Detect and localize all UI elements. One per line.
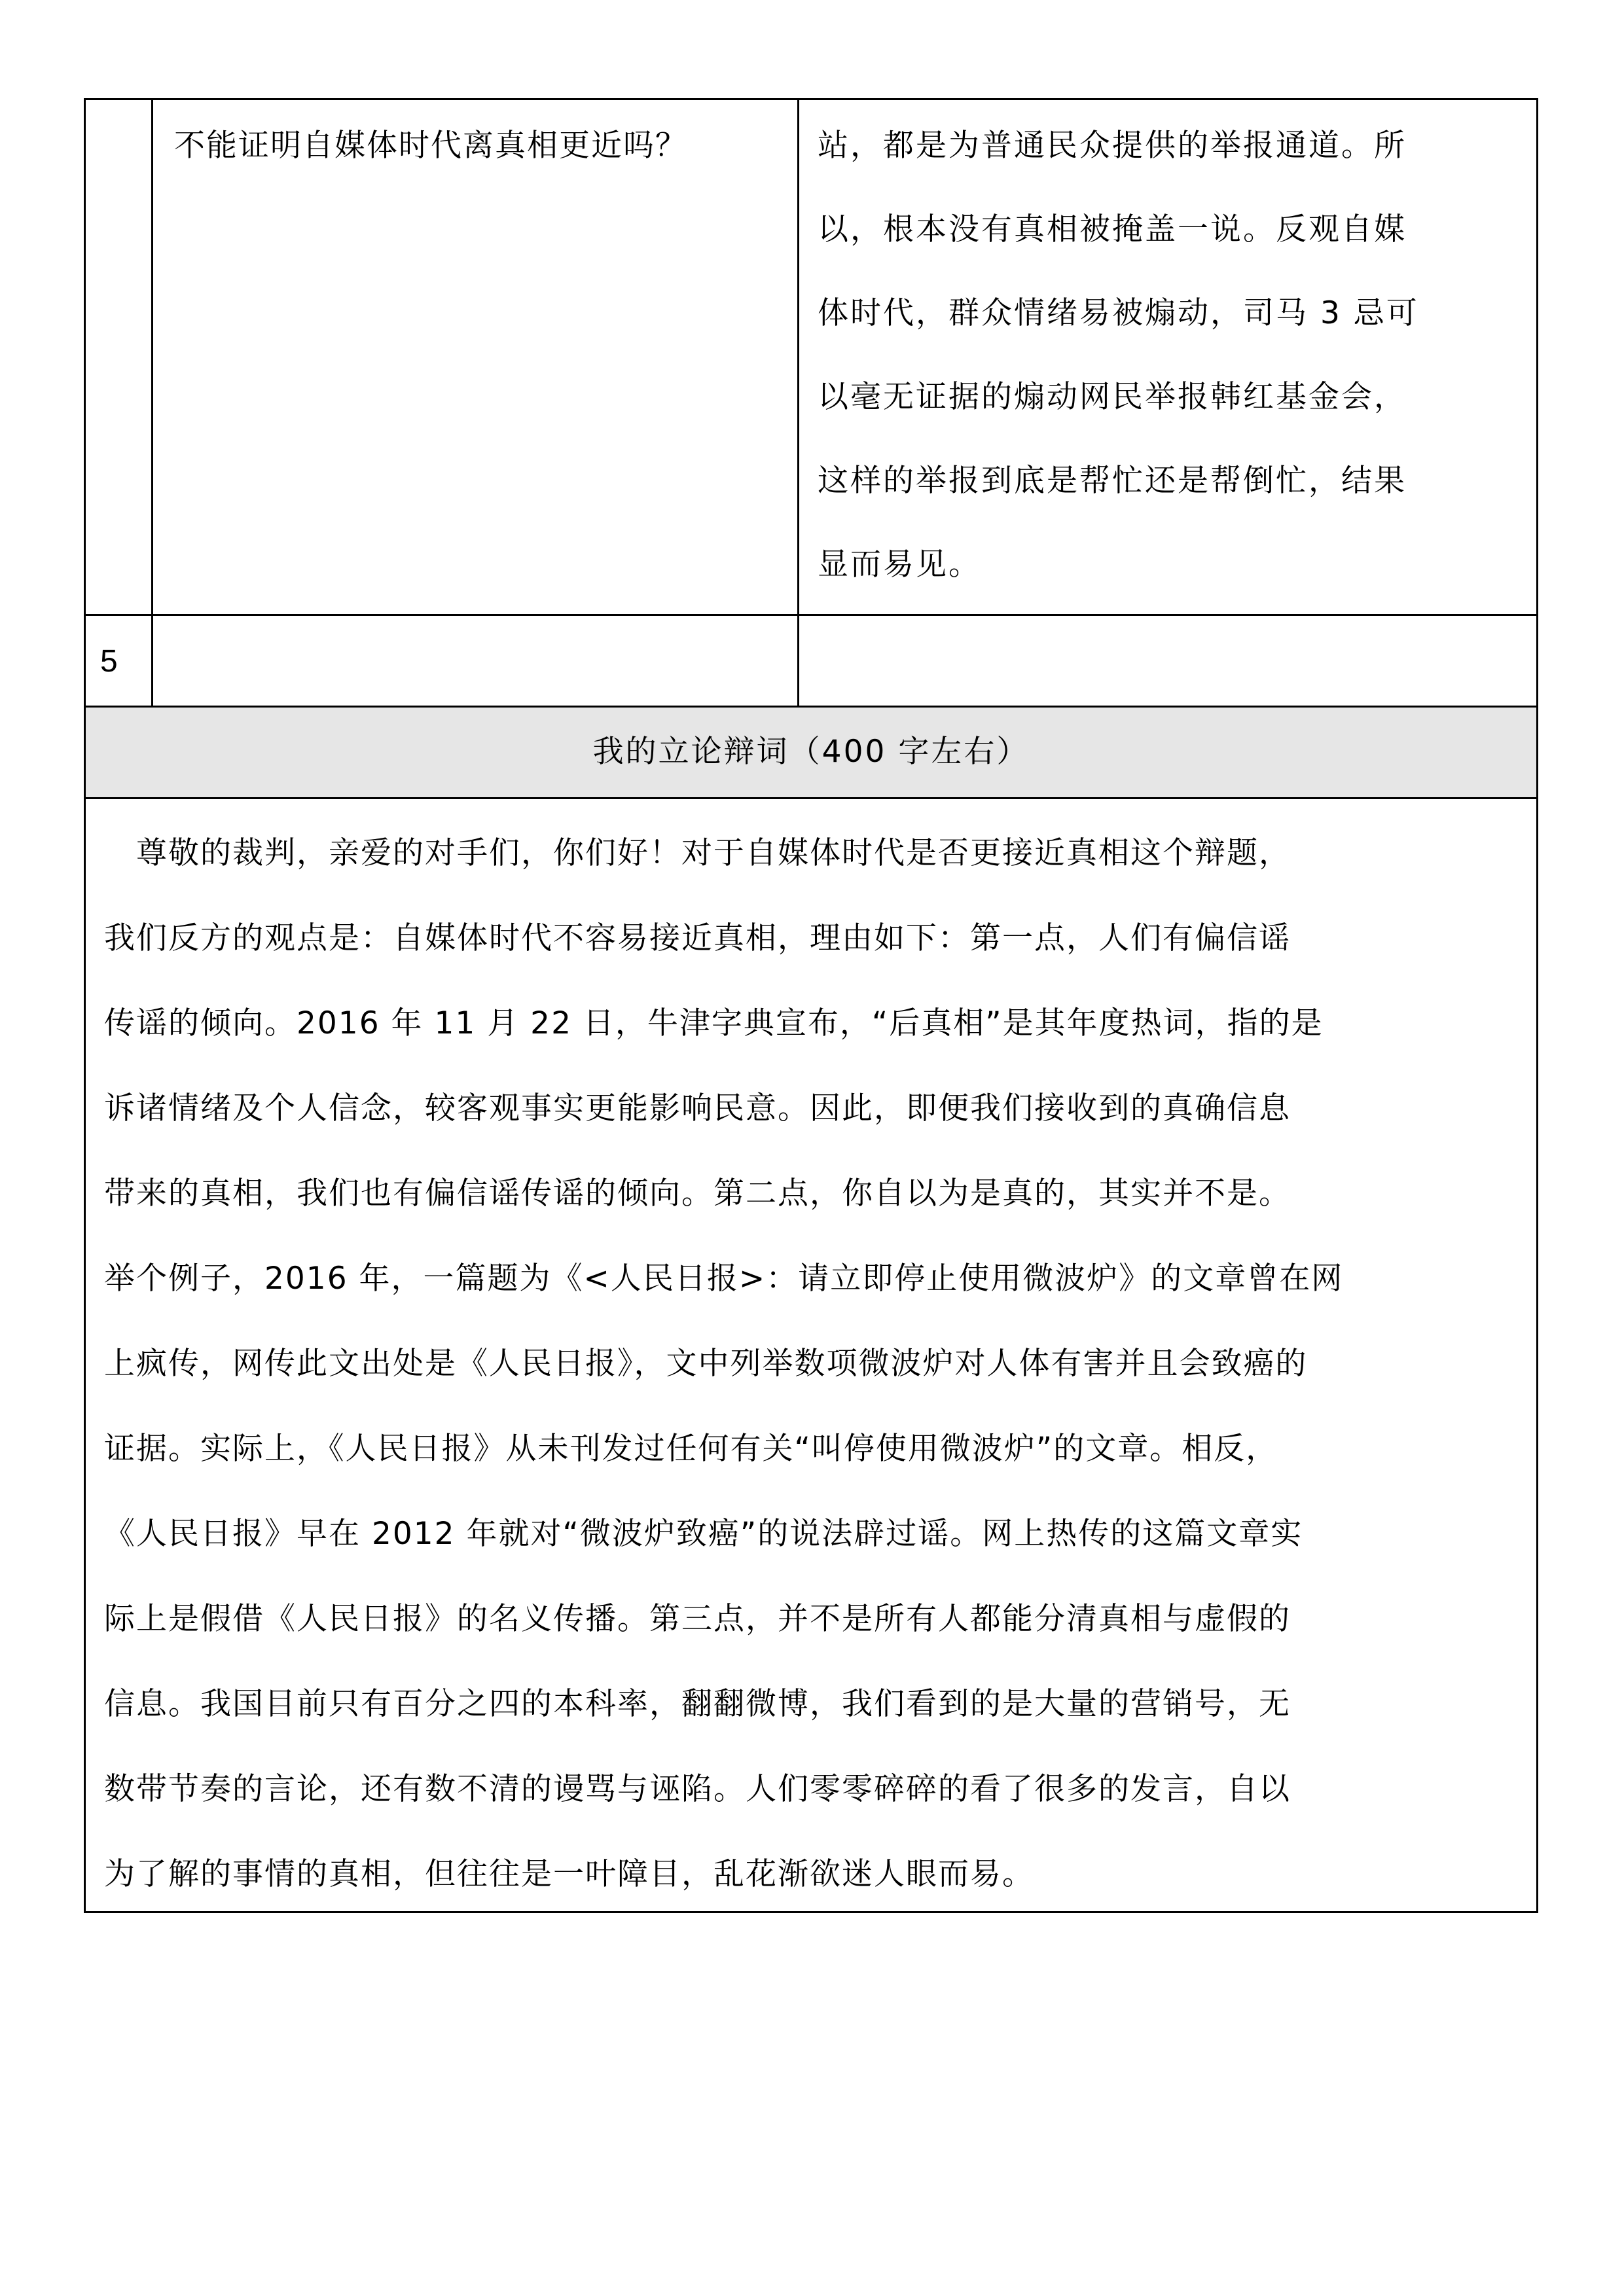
row-number-cell	[86, 616, 153, 706]
rebuttal-text	[818, 104, 1518, 607]
rebuttal-line: 体时代，群众情绪易被煽动，司马 3 忌可	[818, 295, 1419, 331]
essay-heading: 我的立论辩词（400 字左右）	[592, 734, 1030, 770]
essay-line: 上疯传，网传此文出处是《人民日报》，文中列举数项微波炉对人体有害并且会致癌的	[104, 1346, 1308, 1382]
essay-line: 带来的真相，我们也有偏信谣传谣的倾向。第二点，你自以为是真的，其实并不是。	[104, 1175, 1291, 1211]
essay-line: 举个例子，2016 年，一篇题为《<人民日报>：请立即停止使用微波炉》的文章曾在网	[104, 1261, 1344, 1297]
essay-line: 为了解的事情的真相，但往往是一叶障目，乱花渐欲迷人眼而易。	[104, 1856, 1034, 1892]
row-number-cell	[86, 100, 153, 614]
essay-line: 传谣的倾向。2016 年 11 月 22 日，牛津字典宣布，“后真相”是其年度热词，指的是	[104, 1005, 1324, 1041]
opponent-question-text: 不能证明自媒体时代离真相更近吗？	[174, 128, 687, 164]
row-number: 5	[100, 644, 118, 679]
essay-line: 诉诸情绪及个人信念，较客观事实更能影响民意。因此，即便我们接收到的真确信息	[104, 1090, 1291, 1126]
essay-line: 数带节奏的言论，还有数不清的谩骂与诬陷。人们零零碎碎的看了很多的发言，自以	[104, 1771, 1291, 1807]
rebuttal-cell	[799, 100, 1536, 614]
rebuttal-line: 以毫无证据的煽动网民举报韩红基金会，	[818, 379, 1407, 415]
essay-line: 《人民日报》早在 2012 年就对“微波炉致癌”的说法辟过谣。网上热传的这篇文章实	[104, 1516, 1303, 1552]
debate-worksheet-table	[84, 98, 1538, 1913]
essay-body-row	[86, 799, 1536, 1911]
opponent-question-cell	[153, 100, 799, 614]
rebuttal-line: 以，根本没有真相被掩盖一说。反观自媒	[818, 211, 1407, 247]
essay-line: 际上是假借《人民日报》的名义传播。第三点，并不是所有人都能分清真相与虚假的	[104, 1601, 1291, 1637]
essay-line: 尊敬的裁判，亲爱的对手们，你们好！对于自媒体时代是否更接近真相这个辩题，	[104, 835, 1291, 871]
essay-line: 信息。我国目前只有百分之四的本科率，翻翻微博，我们看到的是大量的营销号，无	[104, 1686, 1291, 1722]
opponent-question-cell	[153, 616, 799, 706]
essay-line: 我们反方的观点是：自媒体时代不容易接近真相，理由如下：第一点，人们有偏信谣	[104, 920, 1291, 956]
essay-line: 证据。实际上，《人民日报》从未刊发过任何有关“叫停使用微波炉”的文章。相反，	[104, 1431, 1278, 1467]
essay-heading-row	[86, 708, 1536, 799]
rebuttal-cell	[799, 616, 1536, 706]
table-row	[86, 616, 1536, 708]
rebuttal-line: 站，都是为普通民众提供的举报通道。所	[818, 128, 1407, 164]
table-row	[86, 100, 1536, 616]
rebuttal-line: 显而易见。	[818, 547, 981, 583]
rebuttal-line: 这样的举报到底是帮忙还是帮倒忙，结果	[818, 463, 1407, 499]
essay-text	[104, 811, 1525, 1917]
